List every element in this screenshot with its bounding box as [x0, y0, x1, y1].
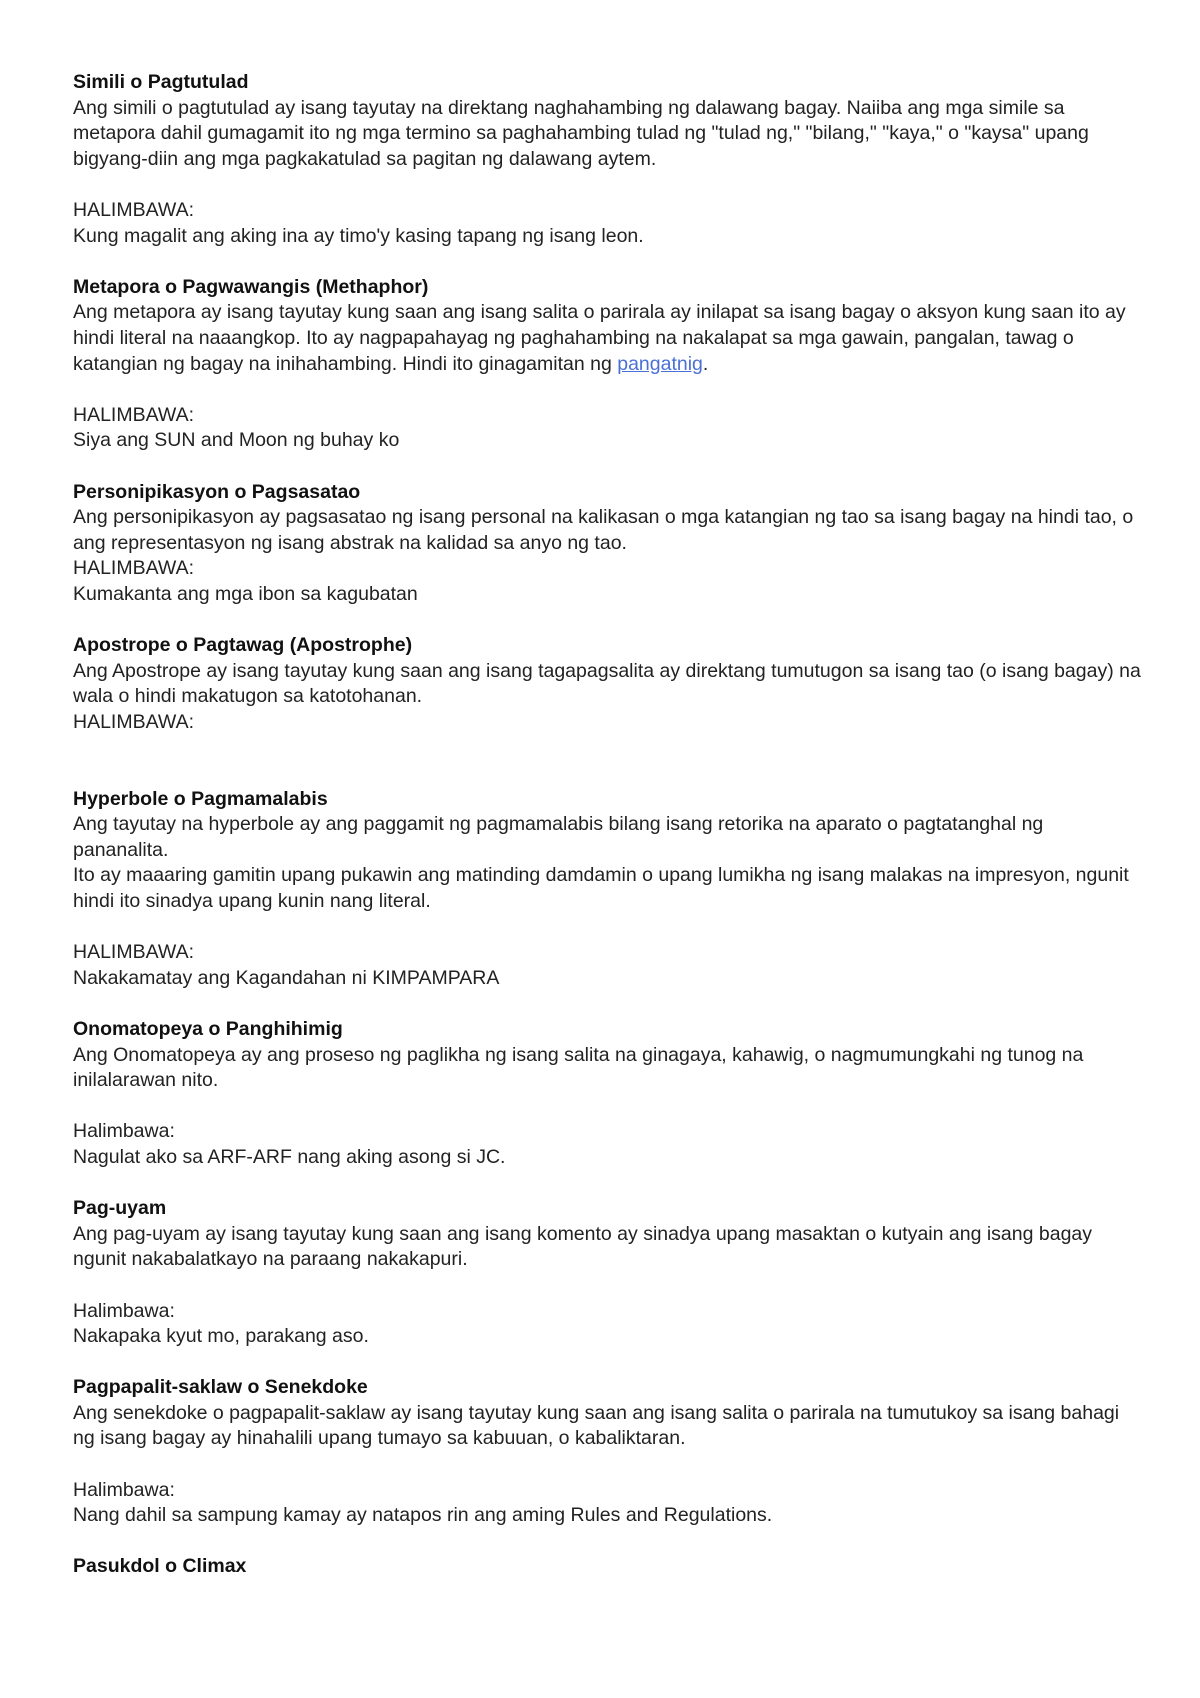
section-heading: Pag-uyam: [73, 1197, 167, 1220]
section-heading: Pasukdol o Climax: [73, 1555, 247, 1578]
section-body: Ang personipikasyon ay pagsasatao ng isang personal na kalikasan o mga katangian ng tao sa isang bagay na hindi tao, o ang representasyon ng isang abstrak na kalidad sa anyo ng tao.: [73, 506, 1134, 554]
section-heading: Hyperbole o Pagmamalabis: [73, 787, 328, 810]
example-label: HALIMBAWA:: [73, 198, 194, 221]
example-text: Kung magalit ang aking ina ay timo'y kasing tapang ng isang leon.: [73, 224, 644, 247]
section-hyperbole: [73, 787, 1143, 992]
section-heading: Pagpapalit-saklaw o Senekdoke: [73, 1376, 368, 1399]
example-label: HALIMBAWA:: [73, 403, 194, 426]
pangatnig-link[interactable]: pangatnig: [617, 352, 703, 375]
section-body: Ang senekdoke o pagpapalit-saklaw ay isang tayutay kung saan ang isang salita o parirala na tumutukoy sa isang bahagi ng isang bagay ay hinahalili upang tumayo sa kabuuan, o kabaliktaran.: [73, 1401, 1120, 1450]
section-body: Ang tayutay na hyperbole ay ang paggamit ng pagmamalabis bilang isang retorika na aparato o pagtatanghal ng pananalita.: [73, 813, 1044, 861]
example-label: HALIMBAWA:: [73, 710, 194, 733]
example-text: Nagulat ako sa ARF-ARF nang aking asong si JC.: [73, 1145, 506, 1168]
blank-line: [73, 915, 1143, 941]
section-onomatopeya: [73, 1017, 1143, 1171]
body-text: Ang metapora ay isang tayutay kung saan ang isang salita o parirala ay inilapat sa isang bagay o aksyon kung saan ito ay hindi literal na naaangkop. Ito ay nagpapahayag ng paghahambing na nakalapat sa mga gawain, pangalan, tawag o katangian ng bagay na inihahambing. Hindi ito ginagamitan ng: [73, 301, 1126, 375]
blank-line: [73, 172, 1143, 198]
section-senekdoke: [73, 1375, 1143, 1529]
example-text: Siya ang SUN and Moon ng buhay ko: [73, 429, 400, 452]
section-heading: Simili o Pagtutulad: [73, 71, 249, 93]
section-personipikasyon: [73, 480, 1143, 608]
section-heading: Personipikasyon o Pagsasatao: [73, 480, 361, 503]
section-heading: Onomatopeya o Panghihimig: [73, 1017, 343, 1040]
section-apostrope: [73, 633, 1143, 735]
blank-line: [73, 1094, 1143, 1120]
document-page: [73, 70, 1143, 1606]
section-body: [73, 300, 1143, 377]
example-text: Nang dahil sa sampung kamay ay natapos rin ang aming Rules and Regulations.: [73, 1504, 773, 1527]
section-heading: Metapora o Pagwawangis (Methaphor): [73, 275, 429, 298]
section-heading: Apostrope o Pagtawag (Apostrophe): [73, 634, 413, 657]
section-body: Ang Onomatopeya ay ang proseso ng paglikha ng isang salita na ginagaya, kahawig, o nagmumungkahi ng tunog na inilalarawan nito.: [73, 1043, 1084, 1092]
blank-line: [73, 1273, 1143, 1299]
section-pag-uyam: [73, 1196, 1143, 1350]
section-body: Ang pag-uyam ay isang tayutay kung saan ang isang komento ay sinadya upang masaktan o kutyain ang isang bagay ngunit nakabalatkayo na paraang nakakapuri.: [73, 1222, 1093, 1271]
example-label: Halimbawa:: [73, 1299, 175, 1322]
example-label: Halimbawa:: [73, 1120, 175, 1143]
section-metapora: [73, 275, 1143, 454]
example-text: Nakapaka kyut mo, parakang aso.: [73, 1325, 369, 1348]
blank-line: [73, 1452, 1143, 1478]
example-label: HALIMBAWA:: [73, 557, 194, 580]
example-text: Nakakamatay ang Kagandahan ni KIMPAMPARA: [73, 966, 500, 989]
section-simili: [73, 70, 1143, 249]
section-body: Ang Apostrope ay isang tayutay kung saan ang isang tagapagsalita ay direktang tumutugon sa isang tao (o isang bagay) na wala o hindi makatugon sa katotohanan.: [73, 659, 1141, 708]
section-body: Ang simili o pagtutulad ay isang tayutay na direktang naghahambing ng dalawang bagay. Naiiba ang mga simile sa metapora dahil gumagamit ito ng mga termino sa paghahambing tulad ng "tulad ng," "bilang," "kaya," o "kaysa" upang bigyang-diin ang mga pagkakatulad sa pagitan ng dalawang aytem.: [73, 96, 1089, 170]
example-text: Kumakanta ang mga ibon sa kagubatan: [73, 582, 418, 605]
example-label: Halimbawa:: [73, 1478, 175, 1501]
body-text-end: .: [702, 352, 709, 375]
example-label: HALIMBAWA:: [73, 941, 194, 964]
section-pasukdol: [73, 1554, 1143, 1580]
section-body-2: Ito ay maaaring gamitin upang pukawin ang matinding damdamin o upang lumikha ng isang malakas na impresyon, ngunit hindi ito sinadya upang kunin nang literal.: [73, 864, 1129, 912]
blank-line: [73, 377, 1143, 403]
